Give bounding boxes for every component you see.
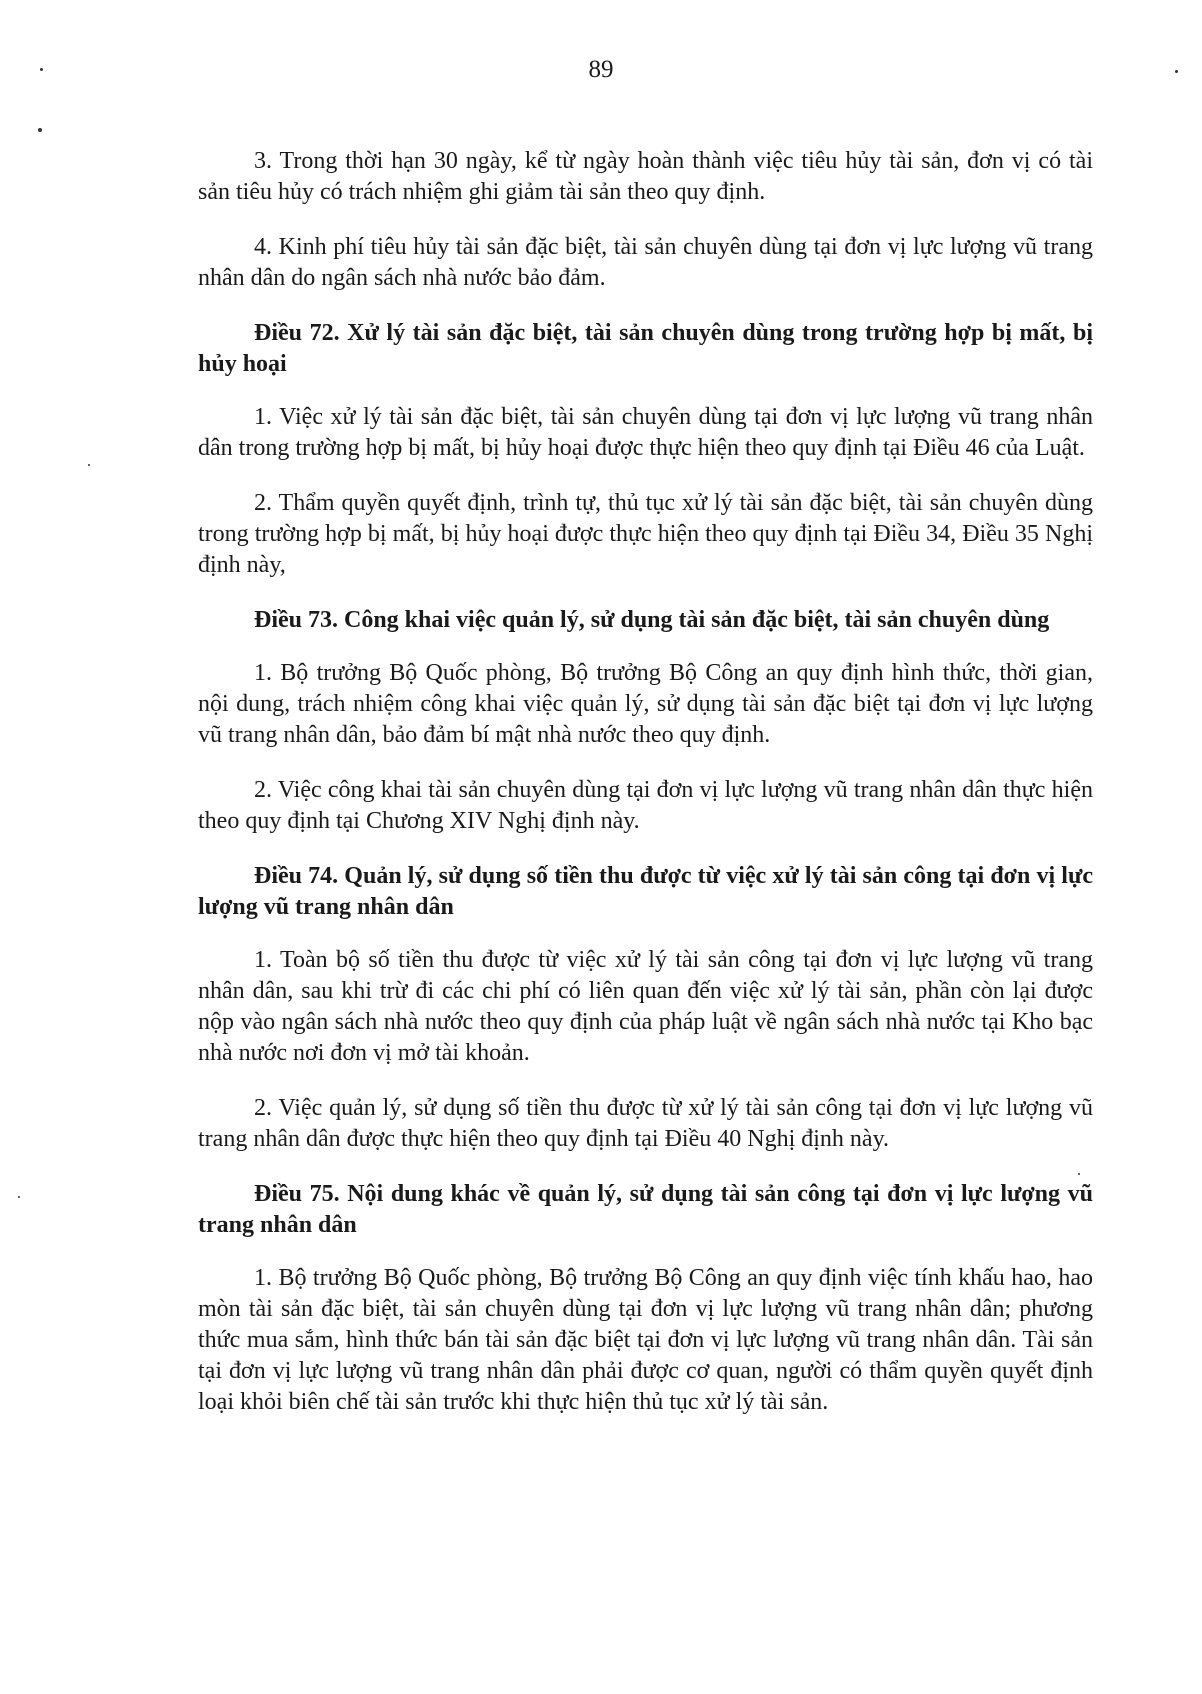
paragraph-article71-clause4: 4. Kinh phí tiêu hủy tài sản đặc biệt, tài sản chuyên dùng tại đơn vị lực lượng vũ trang nhân dân do ngân sách nhà nước bảo đảm. [198, 234, 1093, 291]
paragraph-article72-clause2: 2. Thẩm quyền quyết định, trình tự, thủ tục xử lý tài sản đặc biệt, tài sản chuyên dùng trong trường hợp bị mất, bị hủy hoại được thực hiện theo quy định tại Điều 34, Điều 35 Nghị định này, [198, 490, 1093, 578]
article-73-heading: Điều 73. Công khai việc quản lý, sử dụng tài sản đặc biệt, tài sản chuyên dùng [254, 607, 1050, 633]
scan-speck [88, 464, 90, 466]
article-75-heading: Điều 75. Nội dung khác về quản lý, sử dụng tài sản công tại đơn vị lực lượng vũ trang nhân dân [198, 1181, 1093, 1238]
article-74-heading: Điều 74. Quản lý, sử dụng số tiền thu được từ việc xử lý tài sản công tại đơn vị lực lượng vũ trang nhân dân [198, 863, 1093, 920]
paragraph-article74-clause1: 1. Toàn bộ số tiền thu được từ việc xử lý tài sản công tại đơn vị lực lượng vũ trang nhân dân, sau khi trừ đi các chi phí có liên quan đến việc xử lý tài sản, phần còn lại được nộp vào ngân sách nhà nước theo quy định của pháp luật về ngân sách nhà nước tại Kho bạc nhà nước nơi đơn vị mở tài khoản. [198, 947, 1093, 1066]
page-number: 89 [588, 56, 614, 83]
scan-speck [18, 1196, 20, 1198]
paragraph-article75-clause1: 1. Bộ trưởng Bộ Quốc phòng, Bộ trưởng Bộ Công an quy định việc tính khấu hao, hao mòn tài sản đặc biệt, tài sản chuyên dùng tại đơn vị lực lượng vũ trang nhân dân; phương thức mua sắm, hình thức bán tài sản đặc biệt tại đơn vị lực lượng vũ trang nhân dân. Tài sản tại đơn vị lực lượng vũ trang nhân dân phải được cơ quan, người có thẩm quyền quyết định loại khỏi biên chế tài sản trước khi thực hiện thủ tục xử lý tài sản. [198, 1265, 1093, 1415]
scan-speck [40, 68, 43, 71]
scan-speck [38, 128, 42, 132]
paragraph-article71-clause3: 3. Trong thời hạn 30 ngày, kể từ ngày hoàn thành việc tiêu hủy tài sản, đơn vị có tài sản tiêu hủy có trách nhiệm ghi giảm tài sản theo quy định. [198, 148, 1093, 205]
scan-speck [1078, 1173, 1080, 1175]
paragraph-article73-clause1: 1. Bộ trưởng Bộ Quốc phòng, Bộ trưởng Bộ Công an quy định hình thức, thời gian, nội dung, trách nhiệm công khai việc quản lý, sử dụng tài sản đặc biệt tại đơn vị lực lượng vũ trang nhân dân, bảo đảm bí mật nhà nước theo quy định. [198, 660, 1093, 748]
paragraph-article74-clause2: 2. Việc quản lý, sử dụng số tiền thu được từ xử lý tài sản công tại đơn vị lực lượng vũ trang nhân dân được thực hiện theo quy định tại Điều 40 Nghị định này. [198, 1095, 1093, 1152]
scan-speck [1175, 70, 1178, 73]
paragraph-article72-clause1: 1. Việc xử lý tài sản đặc biệt, tài sản chuyên dùng tại đơn vị lực lượng vũ trang nhân dân trong trường hợp bị mất, bị hủy hoại được thực hiện theo quy định tại Điều 46 của Luật. [198, 404, 1093, 461]
paragraph-article73-clause2: 2. Việc công khai tài sản chuyên dùng tại đơn vị lực lượng vũ trang nhân dân thực hiện theo quy định tại Chương XIV Nghị định này. [198, 777, 1093, 834]
document-body [198, 146, 1093, 1442]
article-72-heading: Điều 72. Xử lý tài sản đặc biệt, tài sản chuyên dùng trong trường hợp bị mất, bị hủy hoại [198, 320, 1093, 377]
